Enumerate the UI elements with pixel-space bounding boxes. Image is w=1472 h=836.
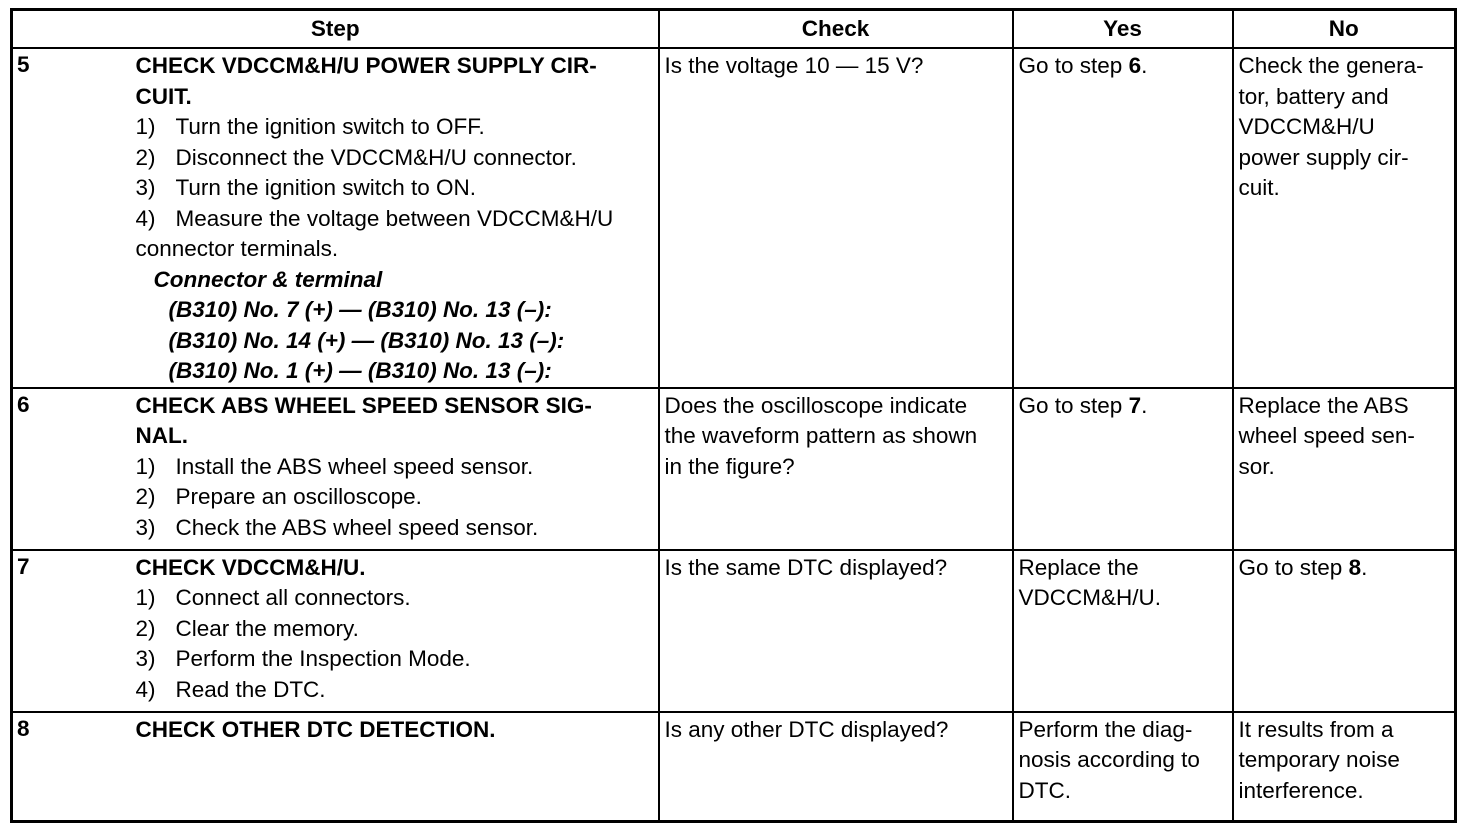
connector-item: (B310) No. 1 (+) — (B310) No. 13 (–):	[168, 358, 552, 383]
step-title: CHECK VDCCM&H/U POWER SUPPLY CIR- CUIT.	[135, 53, 597, 109]
substep: 3) Perform the Inspection Mode.	[135, 646, 471, 671]
substep-continuation: connector terminals.	[135, 236, 339, 261]
step-description	[136, 550, 659, 712]
connector-heading: Connector & terminal	[153, 266, 383, 292]
step-number: 8	[12, 712, 136, 822]
header-yes: Yes	[1013, 10, 1233, 49]
connector-item: (B310) No. 7 (+) — (B310) No. 13 (–):	[168, 297, 552, 322]
no-cell: Go to step 8.	[1233, 550, 1456, 712]
step-title: CHECK VDCCM&H/U.	[135, 554, 366, 580]
step-description	[136, 48, 659, 388]
step-description	[136, 388, 659, 550]
yes-cell: Go to step 6.	[1013, 48, 1233, 388]
substep: 1) Connect all connectors.	[135, 585, 411, 610]
check-cell: Is any other DTC displayed?	[659, 712, 1013, 822]
table-row-step-6	[12, 388, 1456, 550]
substep: 3) Check the ABS wheel speed sensor.	[135, 514, 539, 540]
substep: 2) Disconnect the VDCCM&H/U connector.	[135, 144, 577, 170]
substep: 4) Measure the voltage between VDCCM&H/U	[135, 205, 614, 231]
step-number: 6	[12, 388, 136, 550]
substep: 1) Turn the ignition switch to OFF.	[135, 114, 485, 139]
step-title: CHECK OTHER DTC DETECTION.	[135, 716, 496, 742]
step-description	[136, 712, 659, 822]
diagnostic-table-container	[10, 8, 1454, 823]
header-row	[12, 10, 1456, 49]
table-row-step-8	[12, 712, 1456, 822]
check-cell: Does the oscilloscope indicate the waveform pattern as shown in the figure?	[659, 388, 1013, 550]
substep: 4) Read the DTC.	[135, 676, 326, 702]
header-no: No	[1233, 10, 1456, 49]
check-cell: Is the voltage 10 — 15 V?	[659, 48, 1013, 388]
yes-cell: Perform the diag- nosis according to DTC.	[1013, 712, 1233, 822]
substep: 2) Clear the memory.	[135, 615, 359, 641]
yes-cell: Go to step 7.	[1013, 388, 1233, 550]
diagnostic-table	[10, 8, 1457, 823]
table-row-step-7	[12, 550, 1456, 712]
substep: 3) Turn the ignition switch to ON.	[135, 175, 477, 200]
no-cell: Check the genera- tor, battery and VDCCM&H/U power supply cir- cuit.	[1233, 48, 1456, 388]
step-title: CHECK ABS WHEEL SPEED SENSOR SIG- NAL.	[135, 392, 592, 448]
step-number: 7	[12, 550, 136, 712]
header-step: Step	[12, 10, 659, 49]
no-cell: It results from a temporary noise interference.	[1233, 712, 1456, 822]
table-row-step-5	[12, 48, 1456, 388]
no-cell: Replace the ABS wheel speed sen- sor.	[1233, 388, 1456, 550]
yes-cell: Replace the VDCCM&H/U.	[1013, 550, 1233, 712]
step-number: 5	[12, 48, 136, 388]
header-check: Check	[659, 10, 1013, 49]
connector-item: (B310) No. 14 (+) — (B310) No. 13 (–):	[168, 327, 565, 353]
substep: 2) Prepare an oscilloscope.	[135, 484, 422, 509]
substep: 1) Install the ABS wheel speed sensor.	[135, 453, 534, 479]
check-cell: Is the same DTC displayed?	[659, 550, 1013, 712]
